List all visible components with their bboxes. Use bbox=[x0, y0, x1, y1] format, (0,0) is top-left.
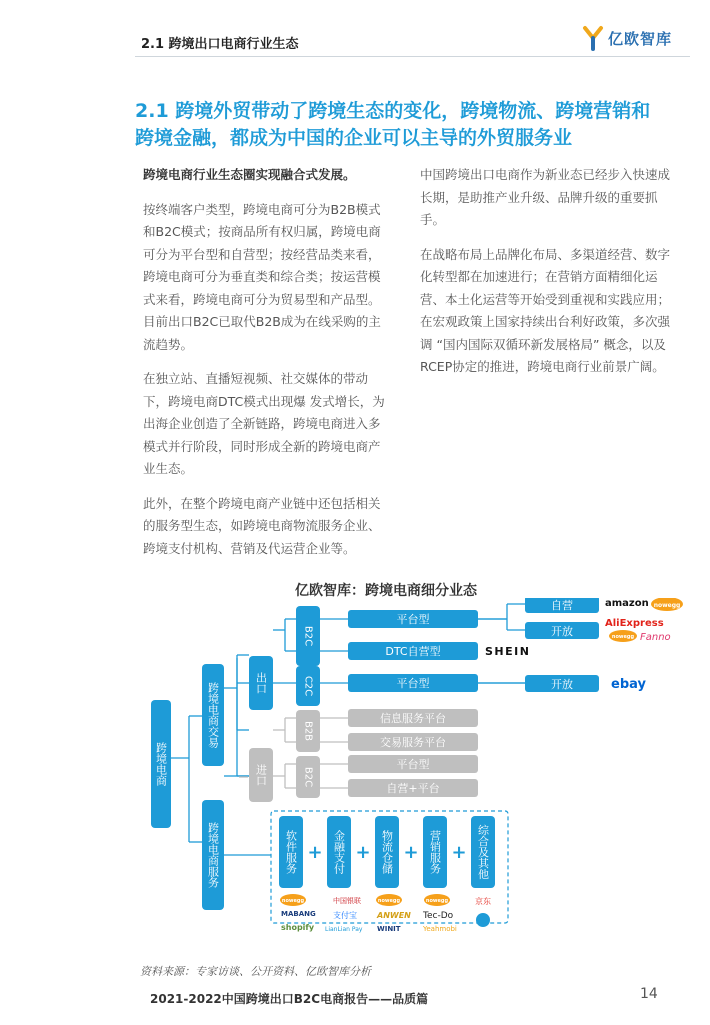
right-text-column bbox=[420, 164, 670, 391]
paragraph: 此外，在整个跨境电商产业链中还包括相关的服务型生态，如跨境电商物流服务企业、跨境支付机构、营销及代运营企业等。 bbox=[143, 495, 381, 556]
services-label: 跨境电商服务 bbox=[206, 822, 220, 888]
yeahmobi-logo: Yeahmobi bbox=[423, 925, 457, 933]
service-marketing-label: 营销服务 bbox=[428, 830, 442, 874]
service-brand-logos bbox=[280, 894, 491, 933]
root-label: 跨境电商 bbox=[154, 742, 168, 786]
nowegg-logo-text-5: nowegg bbox=[425, 898, 449, 904]
page-number: 14 bbox=[640, 986, 658, 1002]
shopify-logo: shopify bbox=[281, 923, 315, 932]
self-plus-platform-label: 自营+平台 bbox=[386, 782, 440, 795]
page-title-line-1: 2.1 跨境外贸带动了跨境生态的变化，跨境物流、跨境营销和 bbox=[135, 100, 651, 122]
ecommerce-segment-diagram bbox=[135, 598, 695, 960]
amazon-logo: amazon bbox=[605, 598, 649, 609]
self-op-label: 自营 bbox=[551, 599, 573, 612]
plus-icon: + bbox=[355, 842, 371, 863]
header-section-title: 2.1 跨境出口电商行业生态 bbox=[141, 37, 299, 52]
nowegg-logo-text-4: nowegg bbox=[377, 898, 401, 904]
paragraph: 按终端客户类型，跨境电商可分为B2B模式和B2C模式；按商品所有权归属，跨境电商可分为平台型和自营型；按经营品类来看，跨境电商可分为垂直类和综合类；按运营模式来看，跨境电商可分为贸易型和产品型。目前出口B2C已取代B2B成为在线采购的主流趋势。 bbox=[143, 201, 381, 352]
logo-text: 亿欧智库 bbox=[608, 29, 673, 48]
tecdo-logo: Tec-Do bbox=[423, 911, 454, 921]
mabang-logo: MABANG bbox=[281, 910, 316, 918]
service-other-label: 综合及其他 bbox=[476, 824, 490, 880]
yiou-logo bbox=[582, 24, 682, 52]
trade-label: 跨境电商交易 bbox=[206, 682, 220, 748]
paragraph: 在战略布局上品牌化布局、多渠道经营、数字化转型都在加速进行；在营销方面精细化运营、本土化运营等开始受到重视和实践应用；在宏观政策上国家持续出台利好政策，多次强调 “国内国际双循环新发展格局” 概念，以及RCEP协定的推进，跨境电商行业前景广阔。 bbox=[420, 246, 671, 374]
open-label: 开放 bbox=[551, 625, 573, 638]
ebay-logo: ebay bbox=[611, 677, 646, 692]
source-note: 资料来源：专家访谈、公开资料、亿欧智库分析 bbox=[140, 965, 371, 978]
info-platform-label: 信息服务平台 bbox=[380, 712, 446, 725]
service-items bbox=[279, 816, 495, 888]
gray-leaves bbox=[320, 709, 478, 797]
import-label: 进口 bbox=[254, 764, 268, 786]
winit-logo: WINIT bbox=[377, 925, 401, 933]
nowegg-logo-text: nowegg bbox=[653, 602, 681, 609]
alipay-logo: 支付宝 bbox=[333, 911, 357, 920]
c2c-platform-label: 平台型 bbox=[396, 677, 430, 690]
platform-label: 平台型 bbox=[396, 613, 430, 626]
nowegg-logo-text-3: nowegg bbox=[281, 898, 305, 904]
plus-icon: + bbox=[307, 842, 323, 863]
fanno-logo: Fanno bbox=[640, 632, 671, 643]
brand-circle-icon bbox=[476, 913, 490, 927]
anwen-logo: ANWEN bbox=[377, 911, 411, 920]
paragraph: 中国跨境出口电商作为新业态已经步入快速成长期，是助推产业升级、品牌升级的重要抓手。 bbox=[420, 167, 671, 227]
c2c-open-label: 开放 bbox=[551, 678, 573, 691]
footer-report-title: 2021-2022中国跨境出口B2C电商报告——品质篇 bbox=[150, 992, 429, 1006]
dtc-label: DTC自营型 bbox=[385, 645, 441, 658]
service-software-label: 软件服务 bbox=[284, 830, 298, 874]
b2b-label: B2B bbox=[302, 720, 314, 742]
service-logistics-label: 物流仓储 bbox=[380, 830, 394, 874]
unionpay-logo: 中国银联 bbox=[333, 897, 361, 905]
nowegg-logo-text-2: nowegg bbox=[611, 634, 635, 640]
aliexpress-logo: AliExpress bbox=[605, 618, 664, 629]
yiou-logo-icon bbox=[582, 25, 604, 51]
trade-platform-label: 交易服务平台 bbox=[380, 736, 446, 749]
header-divider bbox=[135, 56, 690, 57]
b2c-import-label: B2C bbox=[302, 766, 314, 788]
left-text-column bbox=[143, 164, 385, 572]
page-title-line-2: 跨境金融，都成为中国的企业可以主导的外贸服务业 bbox=[135, 127, 573, 149]
c2c-label: C2C bbox=[302, 675, 314, 697]
export-label: 出口 bbox=[254, 672, 268, 694]
page-title bbox=[135, 98, 675, 152]
service-finance-label: 金融支付 bbox=[332, 830, 346, 874]
jd-logo: 京东 bbox=[475, 897, 491, 906]
import-platform-label: 平台型 bbox=[396, 758, 430, 771]
paragraph: 在独立站、直播短视频、社交媒体的带动下，跨境电商DTC模式出现爆 发式增长，为出海企业创造了全新链路，跨境电商进入多模式并行阶段，同时形成全新的跨境电商产业生态。 bbox=[143, 371, 385, 476]
lead-paragraph: 跨境电商行业生态圈实现融合式发展。 bbox=[143, 167, 356, 182]
lianlian-logo: LianLian Pay bbox=[325, 926, 363, 933]
shein-logo: SHEIN bbox=[485, 645, 531, 658]
b2c-label: B2C bbox=[302, 625, 314, 647]
diagram-title: 亿欧智库：跨境电商细分业态 bbox=[295, 583, 477, 599]
plus-icon: + bbox=[451, 842, 467, 863]
plus-icon: + bbox=[403, 842, 419, 863]
